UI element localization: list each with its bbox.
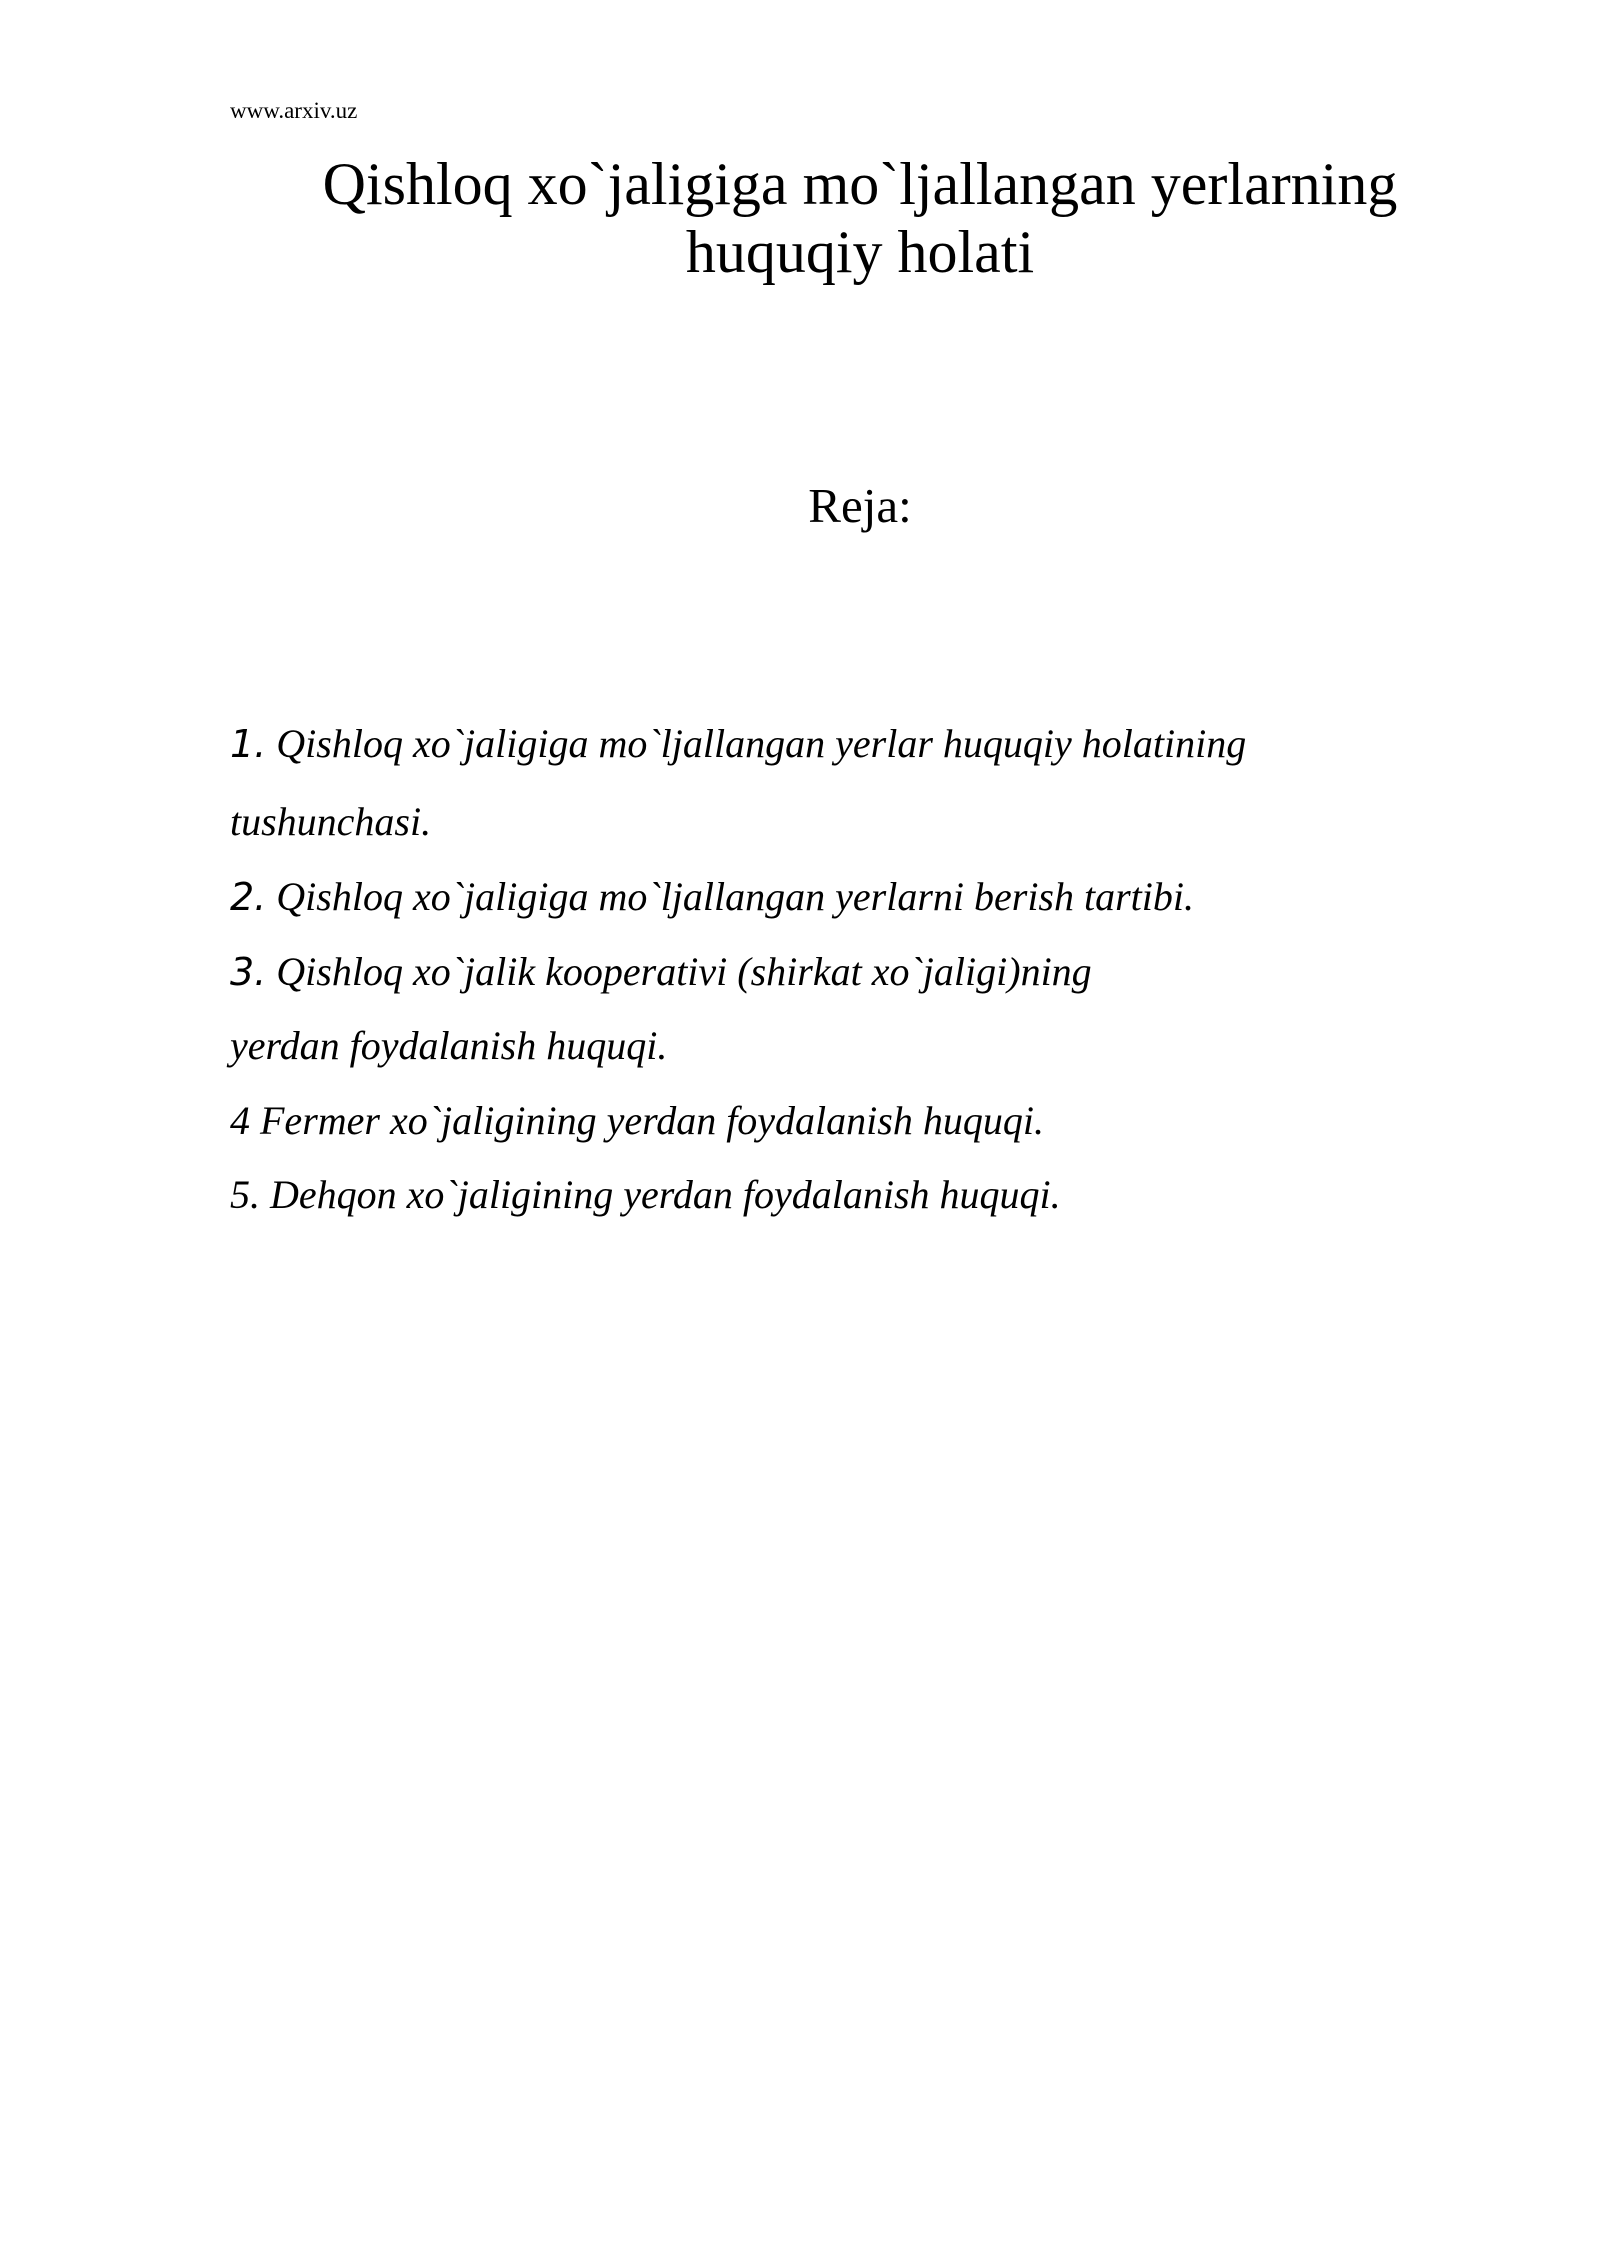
site-url: www.arxiv.uz (230, 98, 358, 123)
plan-item-1-continuation (230, 798, 431, 846)
plan-item-3-continuation (230, 1022, 667, 1070)
plan-item-5-number: 5. (230, 1172, 260, 1217)
plan-item-4 (230, 1097, 1044, 1145)
plan-item-3 (230, 948, 1092, 996)
plan-item-4-text: Fermer xo`jaligining yerdan foydalanish huquqi. (250, 1098, 1044, 1143)
plan-item-1-text-continued: tushunchasi. (230, 799, 432, 844)
plan-item-5-text: Dehqon xo`jaligining yerdan foydalanish huquqi. (260, 1172, 1061, 1217)
document-title-line-1: Qishloq xo`jaligiga mo`ljallangan yerlarning (322, 151, 1398, 217)
plan-item-1 (230, 720, 1246, 768)
document-title (230, 150, 1490, 286)
plan-item-3-text: Qishloq xo`jalik kooperativi (shirkat xo`jaligi)ning (266, 949, 1092, 994)
plan-item-1-text: Qishloq xo`jaligiga mo`ljallangan yerlar huquqiy holatining (266, 721, 1247, 766)
plan-item-2 (230, 873, 1194, 921)
document-title-line-2: huquqiy holati (685, 219, 1035, 285)
plan-item-2-number: 2. (230, 875, 267, 919)
plan-item-3-text-continued: yerdan foydalanish huquqi. (230, 1023, 668, 1068)
plan-item-5 (230, 1171, 1061, 1219)
plan-heading: Reja: (808, 478, 912, 533)
plan-item-4-number: 4 (230, 1098, 250, 1143)
plan-item-2-text: Qishloq xo`jaligiga mo`ljallangan yerlarni berish tartibi. (266, 874, 1195, 919)
plan-item-1-number: 1. (230, 722, 267, 766)
plan-item-3-number: 3. (230, 950, 267, 994)
